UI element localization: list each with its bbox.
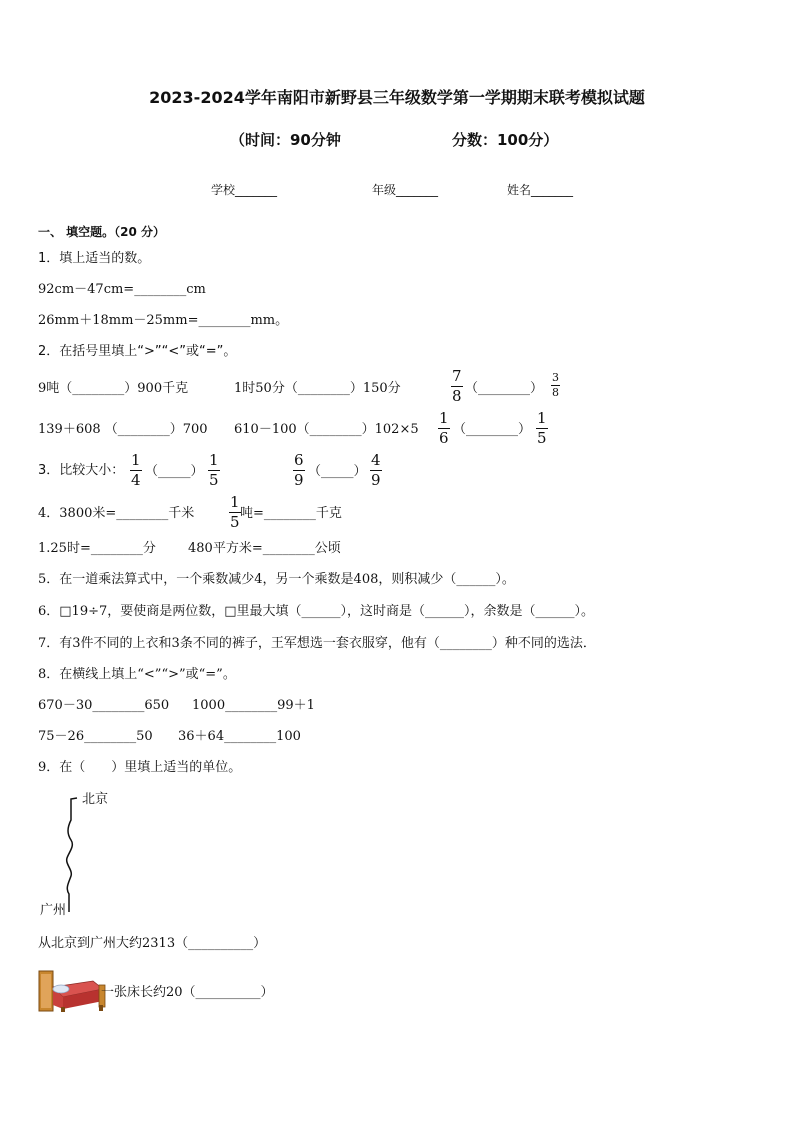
exam-time: （时间：90分钟 [230, 131, 341, 149]
question-6: 6．□19÷7，要使商是两位数，□里最大填（______），这时商是（______），余数是（______）。 [38, 604, 595, 619]
question-1-stem: 1．填上适当的数。 [38, 251, 151, 266]
bed-icon [37, 965, 107, 1013]
question-8-stem: 8．在横线上填上“<”“>”或“=”。 [38, 667, 236, 682]
question-1-line-1: 92cm－47cm=________cm [38, 282, 206, 297]
fraction: 1 5 [230, 493, 240, 531]
name-field[interactable]: 姓名_______ [507, 183, 574, 197]
route-line-icon [55, 790, 95, 915]
question-5: 5．在一道乘法算式中，一个乘数减少4，另一个乘数是408，则积减少（______）。 [38, 572, 515, 587]
fraction: 7 8 [452, 367, 462, 405]
fraction: 3 8 [552, 371, 559, 399]
section-title: 一、 填空题。（20 分） [38, 225, 166, 239]
question-9-stem: 9．在（ ）里填上适当的单位。 [38, 760, 242, 775]
question-9-line-2: 一张床长约20（__________） [101, 985, 274, 1000]
question-2-row1-b: 1时50分（________）150分 [234, 381, 401, 396]
fraction: 1 5 [537, 409, 547, 447]
question-1-line-2: 26mm＋18mm－25mm=________mm。 [38, 313, 289, 328]
fraction: 6 9 [294, 451, 304, 489]
question-7: 7．有3件不同的上衣和3条不同的裤子，王军想选一套衣服穿，他有（________）种不同的选法． [38, 636, 596, 651]
question-4-c: 1.25时=________分 [38, 541, 156, 556]
guangzhou-label: 广州 [40, 903, 67, 918]
fraction: 4 9 [371, 451, 381, 489]
question-3-b-paren: （_____） [308, 464, 367, 479]
question-8-a: 670－30________650 [38, 698, 170, 713]
question-2-row2-a: 139＋608 （________）700 [38, 422, 208, 437]
grade-field[interactable]: 年级_______ [372, 183, 439, 197]
question-2-row1-a: 9吨（________）900千克 [38, 381, 189, 396]
question-9-line-1: 从北京到广州大约2313（__________） [38, 936, 267, 951]
school-field[interactable]: 学校_______ [211, 183, 278, 197]
question-3-stem: 3．比较大小： [38, 463, 125, 478]
fraction: 1 6 [439, 409, 449, 447]
question-3-a-paren: （_____） [145, 464, 204, 479]
exam-score: 分数：100分） [452, 131, 559, 149]
question-8-b: 1000________99＋1 [192, 698, 315, 713]
question-8-d: 36＋64________100 [178, 729, 301, 744]
page-title: 2023-2024学年南阳市新野县三年级数学第一学期期末联考模拟试题 [149, 88, 645, 107]
question-4-b: 吨=________千克 [240, 506, 342, 521]
question-4-d: 480平方米=________公顷 [188, 541, 341, 556]
question-8-c: 75－26________50 [38, 729, 153, 744]
question-4-a: 4．3800米=________千米 [38, 506, 195, 521]
beijing-label: 北京 [82, 792, 109, 807]
question-2-row1-c-paren: （________） [465, 381, 544, 396]
fraction: 1 5 [209, 451, 219, 489]
question-2-row2-b: 610－100（________）102×5 [234, 422, 419, 437]
question-2-row2-c-paren: （________） [453, 422, 532, 437]
fraction: 1 4 [131, 451, 141, 489]
question-2-stem: 2．在括号里填上“>”“<”或“=”。 [38, 344, 237, 359]
